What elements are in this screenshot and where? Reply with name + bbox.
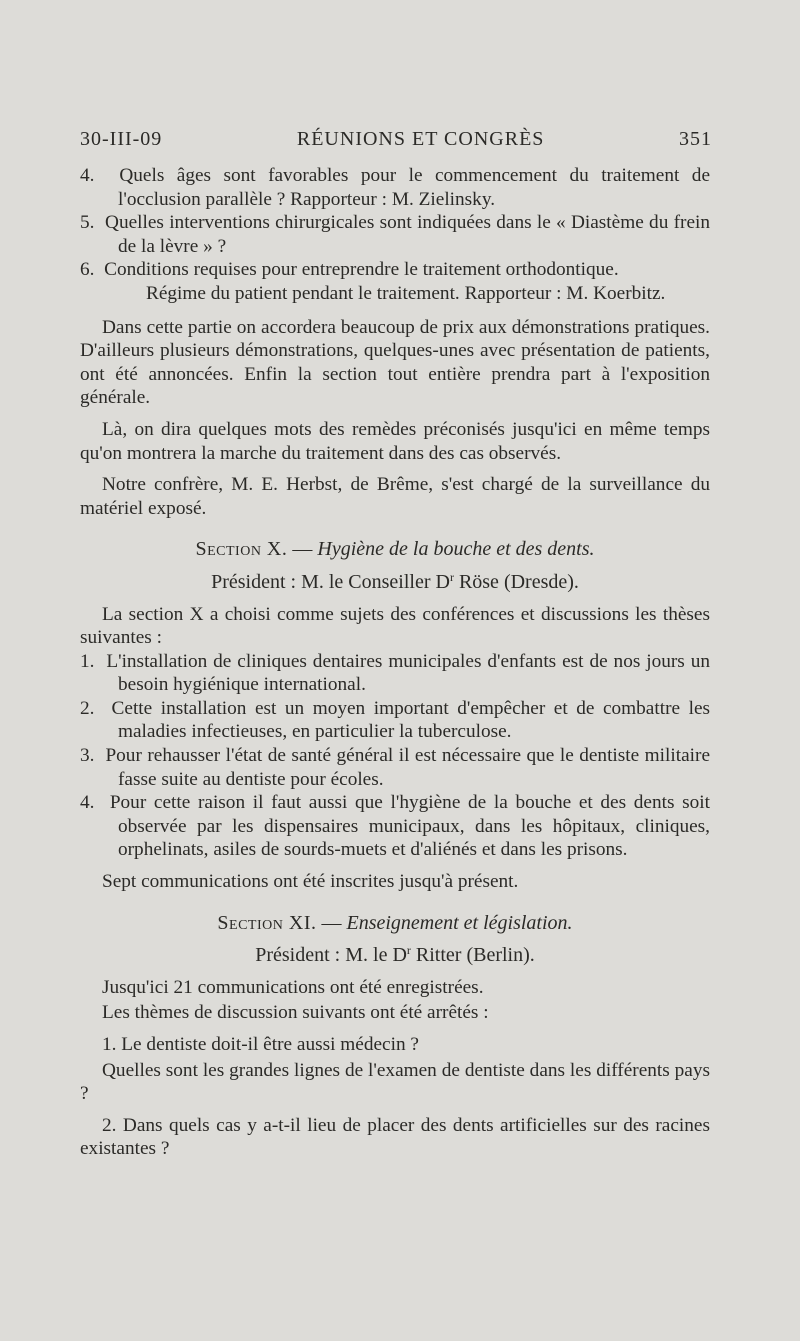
- item-text: Cette installation est un moyen important d'empêcher et de combattre les maladies infectieuses, en particulier la tuberculose.: [111, 697, 711, 743]
- running-head: [80, 128, 712, 151]
- list-item: [80, 211, 710, 258]
- item-number: 3.: [80, 745, 100, 767]
- president-superscript: r: [449, 569, 454, 584]
- item-number: 4.: [80, 165, 107, 186]
- section-xi-heading: [80, 912, 710, 936]
- section-x-title: Hygiène de la bouche et des dents.: [317, 538, 595, 561]
- section-x-heading: [80, 538, 710, 562]
- section-xi-title: Enseignement et législation.: [346, 911, 573, 934]
- list-item: [80, 164, 710, 211]
- section-xi-president: [80, 939, 710, 968]
- item-text: Quelles interventions chirurgicales sont indiquées dans le « Diastème du frein de la lèvre » ?: [105, 212, 711, 257]
- list-item: [80, 697, 710, 744]
- section-x-label: Section X.: [195, 538, 288, 561]
- paragraph-themes: Les thèmes de discussion suivants ont été arrêtés :: [102, 1002, 489, 1024]
- item-text: Pour cette raison il faut aussi que l'hygiène de la bouche et des dents soit observée par les dispensaires municipaux, dans les hôpitaux, cliniques, orphelinats, asiles de sourds-muets et d'aliénés et dans les prisons.: [109, 792, 711, 861]
- page-body: [80, 164, 710, 1161]
- paragraph-jusquici: Jusqu'ici 21 communications ont été enregistrées.: [102, 976, 484, 998]
- question-1: 1. Le dentiste doit-il être aussi médecin ?: [102, 1034, 419, 1055]
- question-1-continuation: Quelles sont les grandes lignes de l'examen de dentiste dans les différents pays ?: [80, 1059, 710, 1105]
- paragraph-herbst: Notre confrère, M. E. Herbst, de Brême, s'est chargé de la surveillance du matériel exposé.: [80, 474, 710, 519]
- paragraph-theses: La section X a choisi comme sujets des conférences et discussions les thèses suivantes :: [80, 603, 710, 649]
- president-name: Röse (Dresde).: [453, 570, 579, 593]
- item-number: 6.: [80, 259, 100, 281]
- item-number: 5.: [80, 212, 100, 234]
- page-number: 351: [678, 128, 712, 150]
- item-text: L'installation de cliniques dentaires municipales d'enfants est de nos jours un besoin hygiénique international.: [106, 650, 711, 696]
- section-x-dash: —: [287, 538, 318, 561]
- section-xi-dash: —: [316, 911, 347, 934]
- paragraph-demonstrations: Dans cette partie on accordera beaucoup de prix aux démonstrations pratiques. D'ailleurs plusieurs démonstrations, quelques-unes avec présentation de patients, ont été annoncées. Enfin la section tout entière prendra part à l'exposition générale.: [80, 316, 710, 409]
- item-number: 1.: [80, 650, 101, 672]
- paragraph-sept-communications: Sept communications ont été inscrites jusqu'à présent.: [102, 871, 519, 893]
- list-item: [80, 791, 710, 862]
- list-item: [80, 650, 710, 697]
- item-text: Pour rehausser l'état de santé général il est nécessaire que le dentiste militaire fasse suite au dentiste pour écoles.: [105, 745, 710, 790]
- question-2: 2. Dans quels cas y a-t-il lieu de placer des dents artificielles sur des racines existantes ?: [80, 1114, 710, 1160]
- item-continuation: Régime du patient pendant le traitement. Rapporteur : M. Koerbitz.: [146, 282, 666, 304]
- paragraph-remedes: Là, on dira quelques mots des remèdes préconisés jusqu'ici en même temps qu'on montrera la marche du traitement dans des cas observés.: [80, 418, 710, 464]
- president-text: Président : M. le D: [255, 944, 407, 967]
- president-superscript: r: [406, 943, 411, 958]
- running-head-date: 30-III-09: [80, 128, 163, 150]
- item-number: 4.: [80, 792, 103, 814]
- section-xi-label: Section XI.: [217, 911, 317, 934]
- running-head-title: RÉUNIONS ET CONGRÈS: [296, 128, 545, 150]
- section-x-president: [80, 566, 710, 595]
- item-number: 2.: [80, 697, 103, 719]
- item-text: Conditions requises pour entreprendre le traitement orthodontique.: [104, 259, 619, 281]
- item-text: Quels âges sont favorables pour le commencement du traitement de l'occlusion parallèle ? Rapporteur : M. Zielinsky.: [118, 165, 710, 210]
- president-name: Ritter (Berlin).: [410, 944, 535, 967]
- list-item: [80, 258, 710, 305]
- list-item: [80, 744, 710, 791]
- president-text: Président : M. le Conseiller D: [211, 570, 450, 593]
